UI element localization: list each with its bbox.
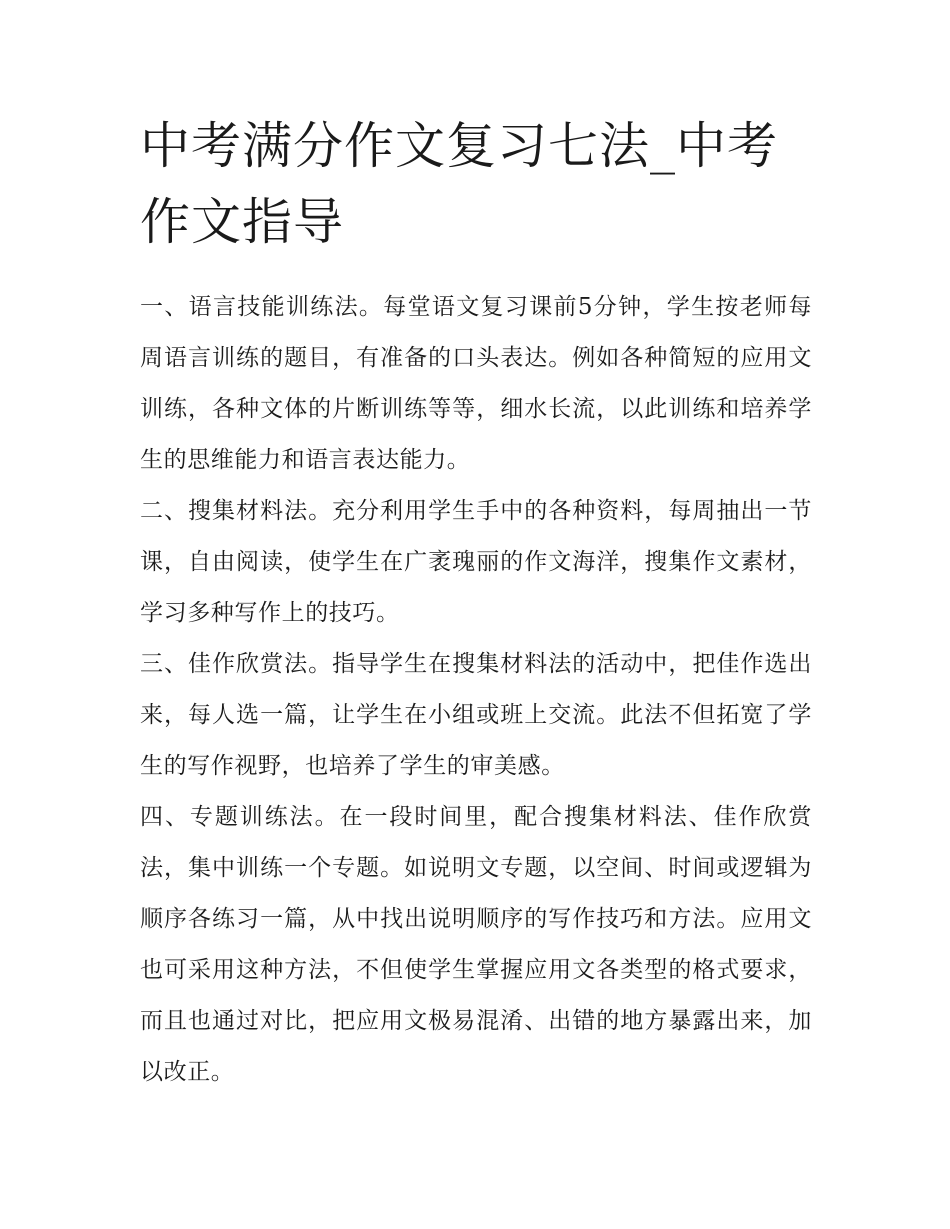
paragraph-material-collection: 二、搜集材料法。充分利用学生手中的各种资料，每周抽出一节课，自由阅读，使学生在广袤瑰丽的作文海洋，搜集作文素材，学习多种写作上的技巧。 xyxy=(140,498,812,626)
document-body xyxy=(140,108,812,1098)
paragraph-topic-training: 四、专题训练法。在一段时间里，配合搜集材料法、佳作欣赏法，集中训练一个专题。如说明文专题，以空间、时间或逻辑为顺序各练习一篇，从中找出说明顺序的写作技巧和方法。应用文也可采用这种方法，不但使学生掌握应用文各类型的格式要求，而且也通过对比，把应用文极易混淆、出错的地方暴露出来，加以改正。 xyxy=(140,804,812,1085)
paragraph-language-skills: 一、语言技能训练法。每堂语文复习课前5分钟，学生按老师每周语言训练的题目，有准备的口头表达。例如各种简短的应用文训练，各种文体的片断训练等等，细水长流，以此训练和培养学生的思维能力和语言表达能力。 xyxy=(140,294,812,473)
document-title: 中考满分作文复习七法_中考作文指导 xyxy=(140,117,778,251)
paragraph-fine-work-appreciation: 三、佳作欣赏法。指导学生在搜集材料法的活动中，把佳作选出来，每人选一篇，让学生在小组或班上交流。此法不但拓宽了学生的写作视野，也培养了学生的审美感。 xyxy=(140,651,812,779)
